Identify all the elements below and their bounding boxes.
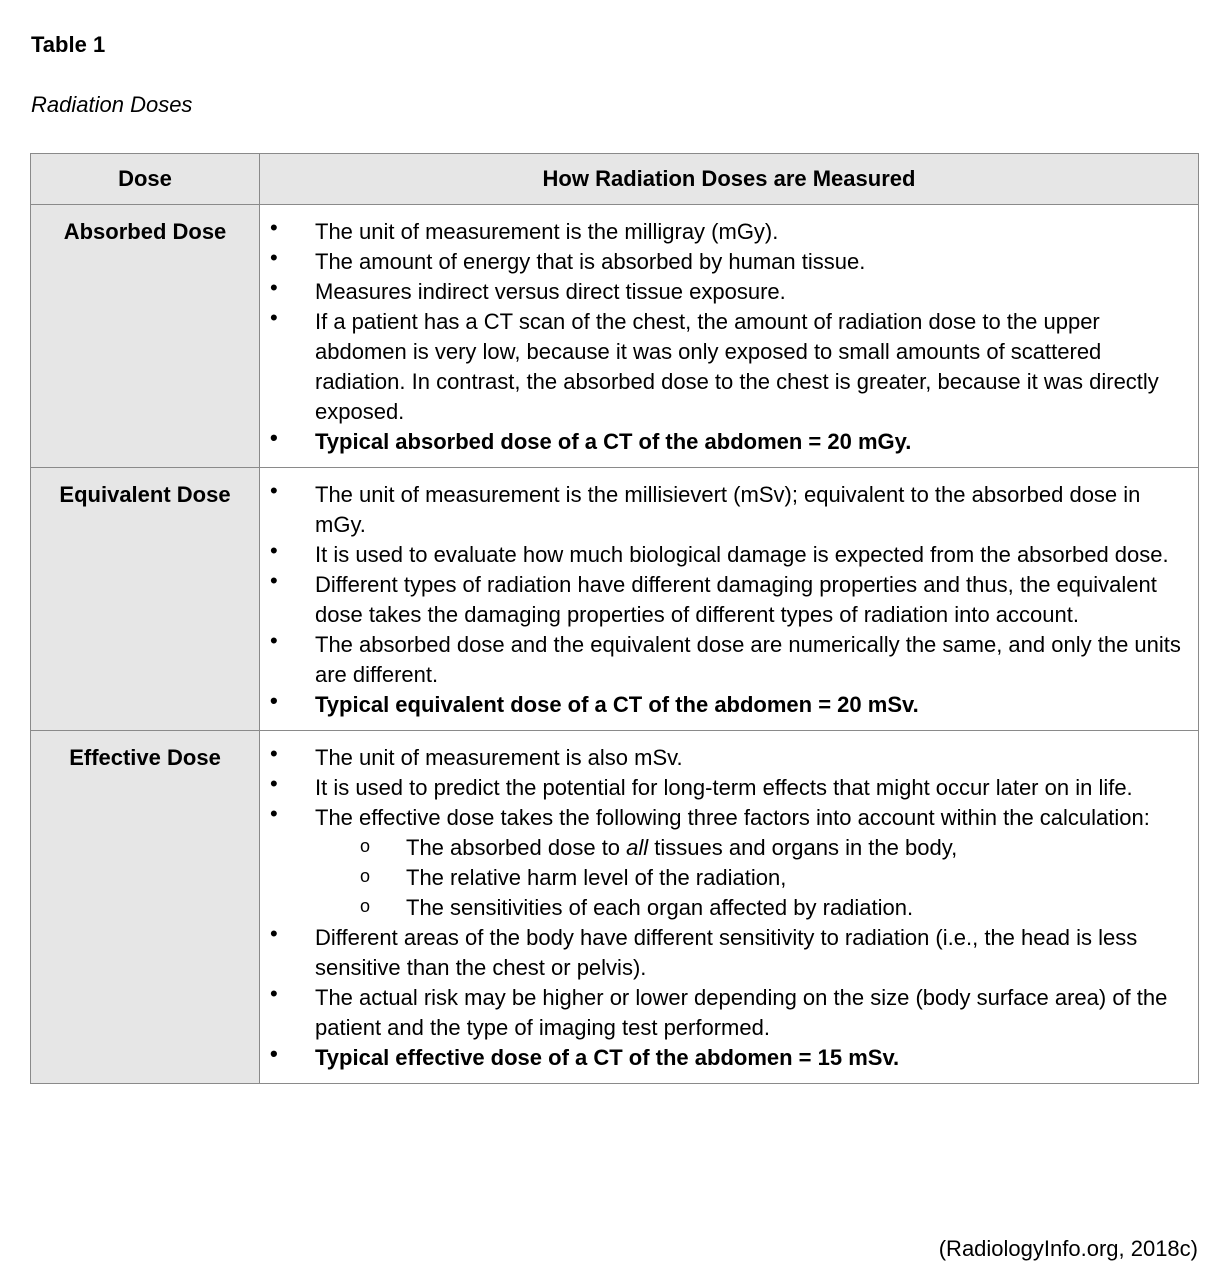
table-title: Radiation Doses bbox=[31, 92, 193, 117]
item-text: The actual risk may be higher or lower depending on the size (body surface area) of the patient and the type of imaging test performed. bbox=[315, 985, 1168, 1040]
dose-name: Equivalent Dose bbox=[31, 468, 260, 731]
item-text: The absorbed dose and the equivalent dose are numerically the same, and only the units are different. bbox=[315, 632, 1181, 687]
header-measurement: How Radiation Doses are Measured bbox=[260, 154, 1199, 205]
list-item bbox=[260, 803, 1190, 833]
bullet-list bbox=[260, 217, 1190, 457]
list-item bbox=[260, 983, 1190, 1043]
list-item bbox=[260, 427, 1190, 457]
header-row bbox=[31, 154, 1199, 205]
item-text: Measures indirect versus direct tissue exposure. bbox=[315, 279, 786, 304]
list-item bbox=[260, 1043, 1190, 1073]
list-item bbox=[260, 217, 1190, 247]
sub-list-item bbox=[260, 893, 1190, 923]
item-text: The unit of measurement is the millisievert (mSv); equivalent to the absorbed dose in mGy. bbox=[315, 482, 1141, 537]
item-text: If a patient has a CT scan of the chest, the amount of radiation dose to the upper abdomen is very low, because it was only exposed to small amounts of scattered radiation. In contrast, the absorbed dose to the chest is greater, because it was directly exposed. bbox=[315, 309, 1159, 424]
dose-description bbox=[260, 205, 1199, 468]
item-text: The amount of energy that is absorbed by human tissue. bbox=[315, 249, 866, 274]
dose-name: Absorbed Dose bbox=[31, 205, 260, 468]
sub-list-item bbox=[260, 833, 1190, 863]
list-item bbox=[260, 570, 1190, 630]
dose-name: Effective Dose bbox=[31, 731, 260, 1084]
item-text: The unit of measurement is also mSv. bbox=[315, 745, 683, 770]
list-item bbox=[260, 540, 1190, 570]
item-text: It is used to predict the potential for long-term effects that might occur later on in life. bbox=[315, 775, 1133, 800]
item-text: The unit of measurement is the milligray (mGy). bbox=[315, 219, 779, 244]
list-item bbox=[260, 743, 1190, 773]
item-text: Typical equivalent dose of a CT of the abdomen = 20 mSv. bbox=[315, 692, 919, 717]
item-text: Typical absorbed dose of a CT of the abdomen = 20 mGy. bbox=[315, 429, 912, 454]
item-text: The absorbed dose to bbox=[406, 835, 627, 860]
item-text: Different types of radiation have different damaging properties and thus, the equivalent dose takes the damaging properties of different types of radiation into account. bbox=[315, 572, 1157, 627]
table-row bbox=[31, 468, 1199, 731]
table-row bbox=[31, 205, 1199, 468]
table-label: Table 1 bbox=[31, 32, 106, 57]
list-item bbox=[260, 630, 1190, 690]
list-item bbox=[260, 247, 1190, 277]
list-item bbox=[260, 690, 1190, 720]
item-text: tissues and organs in the body, bbox=[648, 835, 958, 860]
list-item bbox=[260, 277, 1190, 307]
bullet-list bbox=[260, 480, 1190, 720]
item-text: The relative harm level of the radiation, bbox=[406, 865, 787, 890]
item-text: The effective dose takes the following three factors into account within the calculation: bbox=[315, 805, 1150, 830]
table-row bbox=[31, 731, 1199, 1084]
sub-list-item bbox=[260, 863, 1190, 893]
citation: (RadiologyInfo.org, 2018c) bbox=[938, 1236, 1198, 1261]
item-text: all bbox=[626, 835, 649, 860]
radiation-doses-table bbox=[30, 153, 1199, 1084]
item-text: Typical effective dose of a CT of the abdomen = 15 mSv. bbox=[315, 1045, 900, 1070]
bullet-list bbox=[260, 743, 1190, 1073]
item-text: It is used to evaluate how much biological damage is expected from the absorbed dose. bbox=[315, 542, 1169, 567]
list-item bbox=[260, 307, 1190, 427]
list-item bbox=[260, 923, 1190, 983]
header-dose: Dose bbox=[31, 154, 260, 205]
list-item bbox=[260, 480, 1190, 540]
item-text: The sensitivities of each organ affected by radiation. bbox=[406, 895, 914, 920]
item-text: Different areas of the body have different sensitivity to radiation (i.e., the head is less sensitive than the chest or pelvis). bbox=[315, 925, 1138, 980]
dose-description bbox=[260, 468, 1199, 731]
dose-description bbox=[260, 731, 1199, 1084]
list-item bbox=[260, 773, 1190, 803]
